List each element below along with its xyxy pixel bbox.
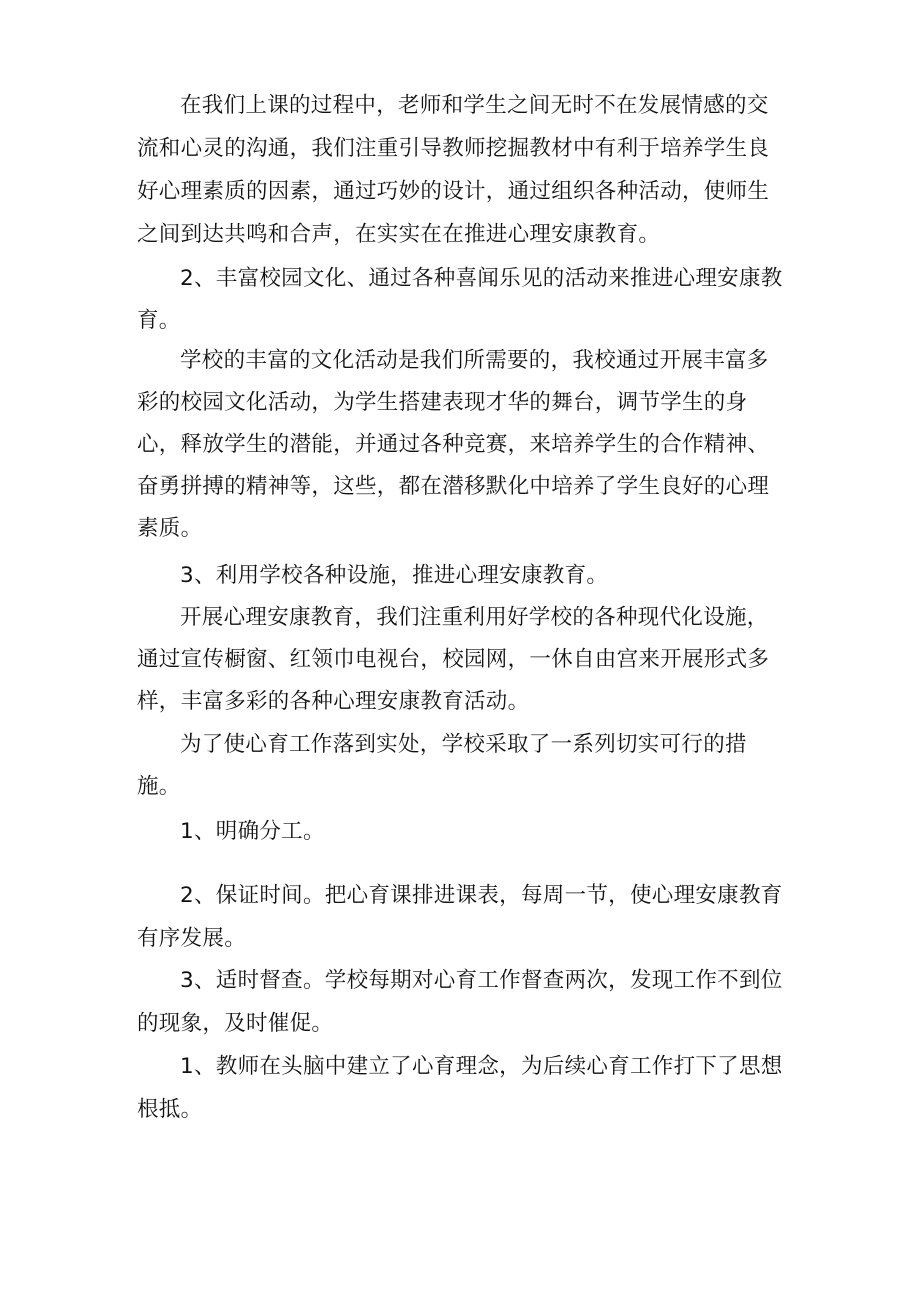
text-line: 育。 bbox=[137, 308, 181, 333]
text-line: 2、丰富校园文化、通过各种喜闻乐见的活动来推进心理安康教 bbox=[180, 266, 783, 291]
text-line: 样，丰富多彩的各种心理安康教育活动。 bbox=[137, 689, 530, 714]
text-line: 好心理素质的因素，通过巧妙的设计，通过组织各种活动，使师生 bbox=[137, 179, 770, 204]
text-line: 在我们上课的过程中，老师和学生之间无时不在发展情感的交 bbox=[180, 93, 769, 118]
text-line: 3、适时督查。学校每期对心育工作督查两次，发现工作不到位 bbox=[180, 968, 783, 993]
text-line: 2、保证时间。把心育课排进课表，每周一节，使心理安康教育 bbox=[180, 883, 783, 908]
text-line: 的现象，及时催促。 bbox=[137, 1011, 334, 1036]
text-line: 心，释放学生的潜能，并通过各种竞赛，来培养学生的合作精神、 bbox=[137, 432, 770, 457]
text-line: 开展心理安康教育，我们注重利用好学校的各种现代化设施， bbox=[180, 605, 769, 630]
text-line: 学校的丰富的文化活动是我们所需要的，我校通过开展丰富多 bbox=[180, 348, 769, 373]
text-line: 奋勇拼搏的精神等，这些，都在潜移默化中培养了学生良好的心理 bbox=[137, 474, 770, 499]
text-line: 通过宣传橱窗、红领巾电视台，校园网，一休自由宫来开展形式多 bbox=[137, 647, 770, 672]
text-line: 根抵。 bbox=[137, 1097, 203, 1122]
text-line: 流和心灵的沟通，我们注重引导教师挖掘教材中有利于培养学生良 bbox=[137, 136, 770, 161]
text-line: 彩的校园文化活动，为学生搭建表现才华的舞台，调节学生的身 bbox=[137, 390, 748, 415]
text-line: 1、明确分工。 bbox=[180, 819, 325, 844]
text-line: 为了使心育工作落到实处，学校采取了一系列切实可行的措 bbox=[180, 732, 747, 757]
text-line: 之间到达共鸣和合声，在实实在在推进心理安康教育。 bbox=[137, 222, 661, 247]
text-line: 3、利用学校各种设施，推进心理安康教育。 bbox=[180, 563, 609, 588]
text-line: 施。 bbox=[137, 774, 181, 799]
text-line: 1、教师在头脑中建立了心育理念，为后续心育工作打下了思想 bbox=[180, 1054, 783, 1079]
text-line: 有序发展。 bbox=[137, 926, 247, 951]
text-line: 素质。 bbox=[137, 516, 203, 541]
